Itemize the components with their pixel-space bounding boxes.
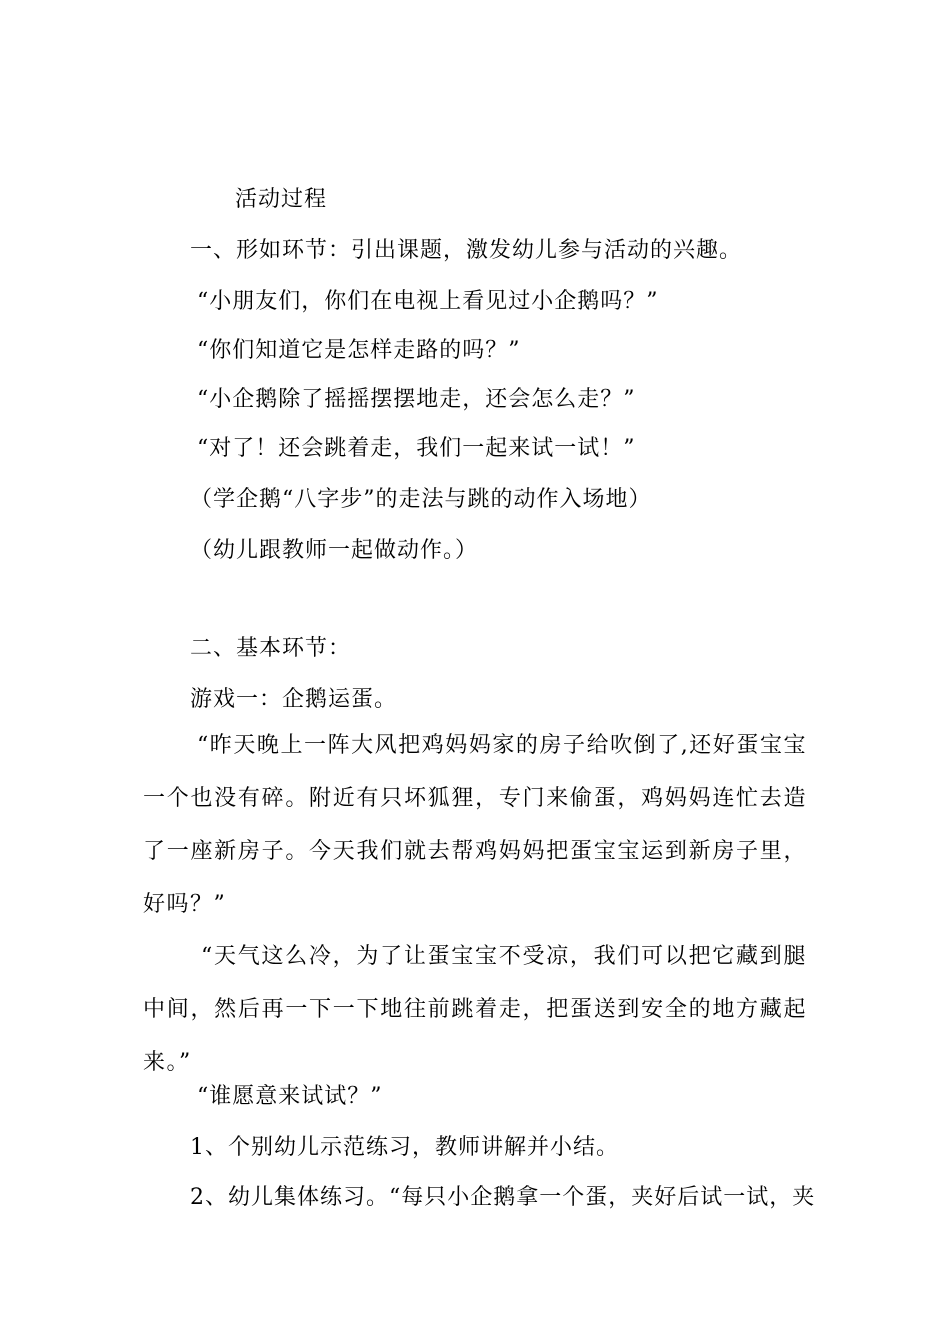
dialogue-line: “小朋友们，你们在电视上看见过小企鹅吗？”: [197, 289, 659, 314]
stage-direction: （学企鹅“八字步”的走法与跳的动作入场地）: [190, 487, 652, 512]
instruction-paragraph: “天气这么冷，为了让蛋宝宝不受凉，我们可以把它藏到腿中间，然后再一下一下地往前跳着走，把蛋送到安全的地方藏起来。”: [143, 944, 807, 1075]
game-title: 游戏一：企鹅运蛋。: [190, 687, 398, 712]
dialogue-line: “对了！还会跳着走，我们一起来试一试！”: [197, 436, 636, 461]
list-item: 1、个别幼儿示范练习，教师讲解并小结。: [190, 1135, 619, 1160]
list-item: 2、幼儿集体练习。“每只小企鹅拿一个蛋，夹好后试一试，夹: [190, 1185, 816, 1210]
dialogue-line: “你们知道它是怎样走路的吗？”: [197, 338, 521, 363]
section-heading: 活动过程: [235, 187, 328, 212]
dialogue-line: “小企鹅除了摇摇摆摆地走，还会怎么走？”: [197, 387, 636, 412]
section2-title: 二、基本环节：: [190, 636, 352, 661]
dialogue-line: “谁愿意来试试？”: [197, 1084, 383, 1109]
story-paragraph: “昨天晚上一阵大风把鸡妈妈家的房子给吹倒了,还好蛋宝宝一个也没有碎。附近有只坏狐狸，专门来偷蛋，鸡妈妈连忙去造了一座新房子。今天我们就去帮鸡妈妈把蛋宝宝运到新房子里，好吗？”: [143, 733, 807, 917]
stage-direction: （幼儿跟教师一起做动作。）: [190, 538, 479, 563]
section1-title: 一、形如环节：引出课题，激发幼儿参与活动的兴趣。: [190, 238, 743, 263]
